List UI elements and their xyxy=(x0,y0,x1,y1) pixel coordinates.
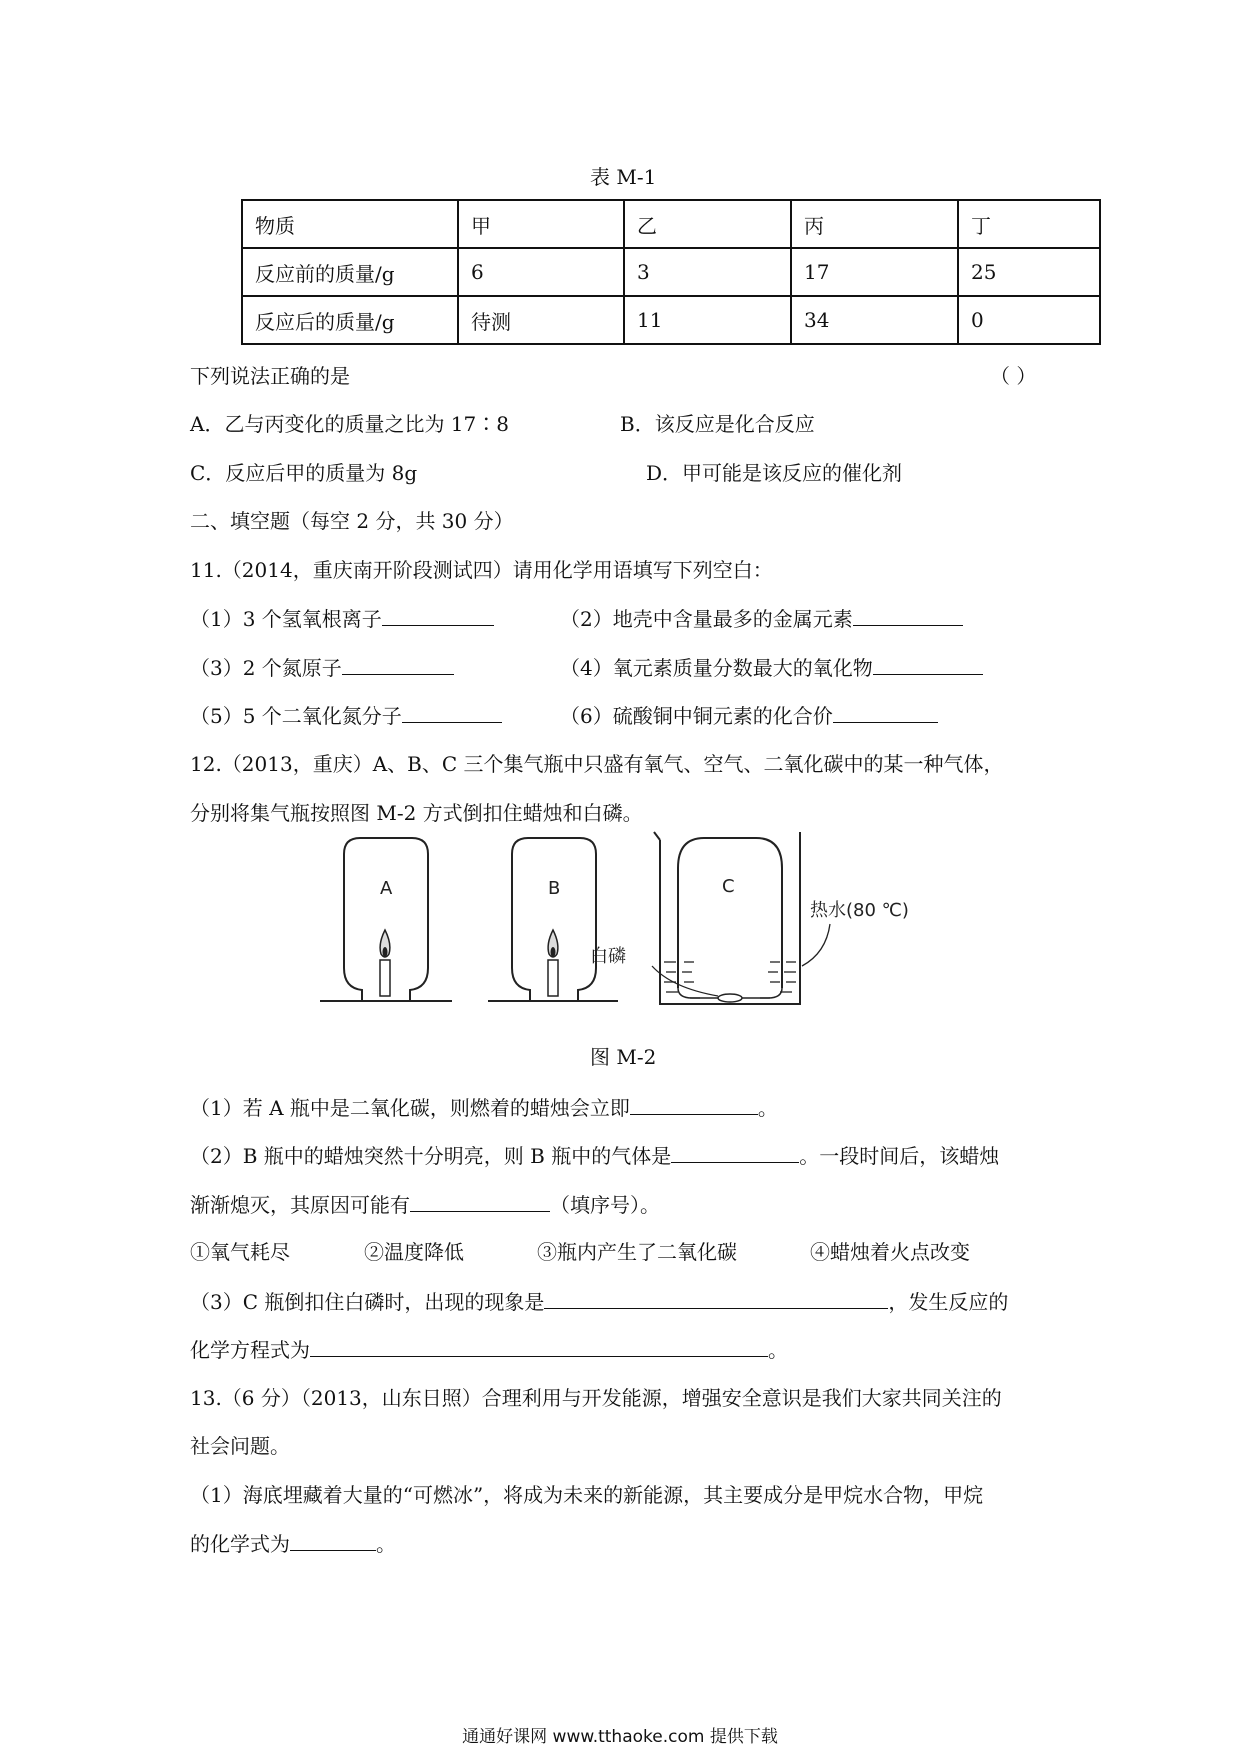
q12-sub2-line2 xyxy=(190,1191,660,1218)
answer-blank[interactable] xyxy=(310,1336,768,1357)
q12-stem-line1: 12.（2013，重庆）A、B、C 三个集气瓶中只盛有氧气、空气、二氧化碳中的某一种气体， xyxy=(190,752,1004,776)
table-cell: 丁 xyxy=(958,200,1100,248)
q12-sub2-text: （2）B 瓶中的蜡烛突然十分明亮，则 B 瓶中的气体是 xyxy=(190,1144,672,1168)
q11-item-2 xyxy=(560,605,963,632)
figure-caption: 图 M-2 xyxy=(590,1045,657,1069)
q12-sub2-line2-text: 渐渐熄灭，其原因可能有 xyxy=(190,1193,410,1217)
table-cell: 0 xyxy=(958,296,1100,344)
q10-option-d: D．甲可能是该反应的催化剂 xyxy=(646,461,903,485)
q10-option-b: B．该反应是化合反应 xyxy=(620,412,815,436)
q13-sub1-line2 xyxy=(190,1530,396,1557)
q12-sub2-line2-end: （填序号）。 xyxy=(550,1193,660,1217)
q10-option-c: C．反应后甲的质量为 8g xyxy=(190,461,418,485)
q12-choice-3: ③瓶内产生了二氧化碳 xyxy=(537,1240,737,1264)
table-cell: 25 xyxy=(958,248,1100,296)
hot-water-label: 热水(80 ℃) xyxy=(810,900,909,921)
q10-answer-paren: （ ） xyxy=(990,364,1037,388)
answer-blank[interactable] xyxy=(671,1142,799,1163)
bottle-a xyxy=(320,838,452,1001)
q12-sub1-text: （1）若 A 瓶中是二氧化碳，则燃着的蜡烛会立即 xyxy=(190,1096,630,1120)
q12-sub3-text-after: ，发生反应的 xyxy=(888,1290,1009,1314)
q11-item-6 xyxy=(560,702,938,729)
table-cell: 甲 xyxy=(458,200,624,248)
q11-item-6-text: （6）硫酸铜中铜元素的化合价 xyxy=(560,704,833,728)
candle-b xyxy=(548,930,558,996)
table-row xyxy=(242,200,1100,248)
answer-blank[interactable] xyxy=(544,1288,888,1309)
table-row xyxy=(242,248,1100,296)
table-cell: 乙 xyxy=(624,200,791,248)
table-cell: 待测 xyxy=(458,296,624,344)
white-phosphorus xyxy=(718,994,742,1002)
table-caption: 表 M-1 xyxy=(590,165,657,189)
q10-option-a: A．乙与丙变化的质量之比为 17∶8 xyxy=(190,412,509,436)
q12-sub3-line2-end: 。 xyxy=(768,1338,788,1362)
answer-blank[interactable] xyxy=(382,605,494,626)
mass-table xyxy=(241,199,1101,345)
q11-item-3 xyxy=(190,654,454,681)
q11-item-5-text: （5）5 个二氧化氮分子 xyxy=(190,704,402,728)
hot-water-leader-line xyxy=(802,924,830,966)
table-cell: 11 xyxy=(624,296,791,344)
table-cell: 34 xyxy=(791,296,958,344)
q12-choice-1: ①氧气耗尽 xyxy=(190,1240,290,1264)
answer-blank[interactable] xyxy=(290,1530,376,1551)
answer-blank[interactable] xyxy=(410,1191,550,1212)
answer-blank[interactable] xyxy=(630,1094,758,1115)
table-cell: 3 xyxy=(624,248,791,296)
bottle-a-label: A xyxy=(380,878,393,899)
q12-stem-line2: 分别将集气瓶按照图 M-2 方式倒扣住蜡烛和白磷。 xyxy=(190,801,643,825)
q13-sub1-line2-end: 。 xyxy=(376,1532,396,1556)
bottle-b xyxy=(488,838,618,1001)
q12-sub3-line2 xyxy=(190,1336,788,1363)
section-title: 二、填空题（每空 2 分，共 30 分） xyxy=(190,509,514,533)
q12-sub1 xyxy=(190,1094,778,1121)
white-phosphorus-label: 白磷 xyxy=(590,946,626,967)
page-footer: 通通好课网 www.tthaoke.com 提供下载 xyxy=(462,1727,778,1747)
q12-sub2-text-after: 。一段时间后，该蜡烛 xyxy=(799,1144,1000,1168)
q12-choice-4: ④蜡烛着火点改变 xyxy=(810,1240,970,1264)
q12-sub2 xyxy=(190,1142,999,1169)
bottle-b-label: B xyxy=(548,878,561,899)
q12-choice-2: ②温度降低 xyxy=(364,1240,464,1264)
answer-blank[interactable] xyxy=(402,702,502,723)
table-cell: 物质 xyxy=(242,200,458,248)
q11-item-3-text: （3）2 个氮原子 xyxy=(190,656,342,680)
answer-blank[interactable] xyxy=(853,605,963,626)
q11-stem: 11.（2014，重庆南开阶段测试四）请用化学用语填写下列空白： xyxy=(190,558,773,582)
q12-sub3 xyxy=(190,1288,1008,1315)
table-cell: 6 xyxy=(458,248,624,296)
q11-item-1-text: （1）3 个氢氧根离子 xyxy=(190,607,382,631)
answer-blank[interactable] xyxy=(873,654,983,675)
figure-m2 xyxy=(320,828,940,1028)
q12-sub3-line2-text: 化学方程式为 xyxy=(190,1338,310,1362)
q11-item-1 xyxy=(190,605,494,632)
q13-sub1-line2-text: 的化学式为 xyxy=(190,1532,290,1556)
table-cell: 17 xyxy=(791,248,958,296)
q11-item-4-text: （4）氧元素质量分数最大的氧化物 xyxy=(560,656,873,680)
answer-blank[interactable] xyxy=(833,702,938,723)
answer-blank[interactable] xyxy=(342,654,454,675)
table-cell: 反应后的质量/g xyxy=(242,296,458,344)
q13-stem-line1: 13.（6 分）（2013，山东日照）合理利用与开发能源，增强安全意识是我们大家共同关注的 xyxy=(190,1386,1002,1410)
candle-a xyxy=(380,930,390,996)
table-row xyxy=(242,296,1100,344)
bottle-c-label: C xyxy=(722,876,735,897)
q11-item-2-text: （2）地壳中含量最多的金属元素 xyxy=(560,607,853,631)
q12-sub1-end: 。 xyxy=(757,1096,778,1120)
table-cell: 反应前的质量/g xyxy=(242,248,458,296)
table-cell: 丙 xyxy=(791,200,958,248)
q10-stem: 下列说法正确的是 xyxy=(190,364,350,388)
q13-sub1-line1: （1）海底埋藏着大量的“可燃冰”，将成为未来的新能源，其主要成分是甲烷水合物，甲烷 xyxy=(190,1483,984,1507)
q12-sub3-text: （3）C 瓶倒扣住白磷时，出现的现象是 xyxy=(190,1290,545,1314)
q11-item-4 xyxy=(560,654,983,681)
q13-stem-line2: 社会问题。 xyxy=(190,1434,290,1458)
q11-item-5 xyxy=(190,702,502,729)
